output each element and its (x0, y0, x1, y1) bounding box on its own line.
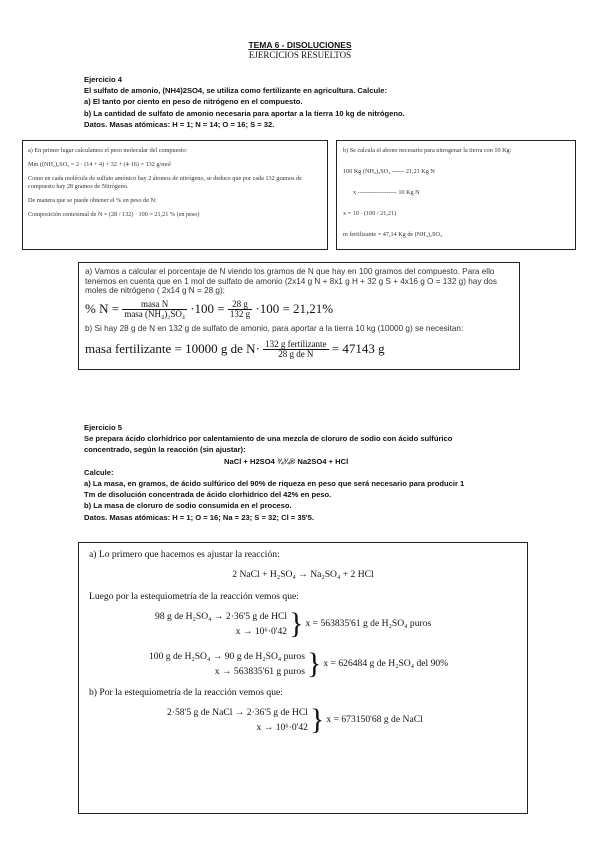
solution-box-ex5 (78, 542, 528, 814)
stoich-line: 98 g de H₂SO₄ → 2·36'5 g de HCl (155, 611, 288, 622)
stoich-block-3 (167, 705, 517, 735)
stoich-line: x → 10⁶·0'42 (235, 626, 288, 637)
statement-line: Datos. Masas atómicas: H = 1; N = 14; O = 16; S = 32. (84, 119, 275, 129)
stoich-line: 2·58'5 g de NaCl → 2·36'5 g de HCl (167, 707, 308, 718)
brace-icon: } (309, 703, 325, 736)
box-text: Mm ((NH₄)₂SO₄ = 2 · (14 + 4) + 32 + (4·16) = 132 g/mol (28, 161, 171, 168)
stoich-result: x = 626484 g de H₂SO₄ del 90% (323, 658, 449, 669)
pct-den: masa (NH₄)₂SO₄ (124, 309, 185, 320)
solution-box-alt (78, 262, 520, 370)
statement-line: b) La masa de cloruro de sodio consumida en el proceso. (84, 501, 292, 511)
alt-para-a: a) Vamos a calcular el porcentaje de N viendo los gramos de N que hay en 100 gramos del compuesto. Para ello tenemos en cuenta que en 1 mol de sulfato de amonio (2x14 g N + 8x1 g H + 32 g S + 4x16 g O = 132 g) hay dos moles de nitrógeno ( 2x14 g N = 28 g): (85, 267, 497, 296)
box-text: 100 Kg (NH₄)₂SO₄ ------ 21,21 Kg N (343, 168, 435, 175)
statement-line: Tm de disolución concentrada de ácido clorhídrico del 42% en peso. (84, 490, 332, 500)
fert-den: 28 g de N (278, 349, 314, 360)
page-subtitle: EJERCICIOS RESUELTOS (248, 50, 352, 60)
exercise-5-statement (84, 422, 464, 523)
statement-line: El sulfato de amonio, (NH4)2SO4, se utiliza como fertilizante en agricultura. Calcule: (84, 86, 387, 96)
reaction-line: NaCl + H2SO4 ¾¾® Na2SO4 + HCl (224, 456, 349, 466)
stoich-block-1 (155, 609, 517, 639)
fertilizer-formula (85, 340, 513, 360)
statement-line: a) El tanto por ciento en peso de nitrógeno en el compuesto. (84, 97, 303, 107)
pct-num-2: 28 g (228, 300, 252, 311)
pct-result: ·100 = 21,21% (255, 300, 334, 316)
pct-label: % N = (85, 300, 120, 316)
solution-box-a (22, 140, 328, 250)
box-text: x = 10 · (100 / 21,21) (343, 210, 397, 217)
fert-fraction (263, 340, 328, 360)
stoich-result: x = 673150'68 g de NaCl (326, 714, 423, 725)
box-text: x ------------------- 10 Kg N (353, 189, 420, 196)
box-text: b) Por la estequiometría de la reacción vemos que: (89, 687, 283, 698)
box-text: b) Se calcula el abono necesario para nitrogenar la tierra con 10 Kg: (343, 147, 512, 154)
stoich-result: x = 563835'61 g de H₂SO₄ puros (305, 618, 432, 629)
box-text: Luego por la estequiometría de la reacción vemos que: (89, 591, 299, 602)
brace-icon: } (289, 607, 304, 640)
percent-formula (85, 300, 513, 320)
pct-mid: ·100 = (190, 300, 225, 316)
pct-fraction (122, 300, 187, 320)
exercise-5-heading: Ejercicio 5 (84, 423, 122, 432)
alt-para-b: b) Si hay 28 g de N en 132 g de sulfato de amonio, para aportar a la tierra 10 kg (10000 g) se necesitan: (85, 323, 464, 333)
fert-num: 132 g fertilizante (265, 338, 327, 349)
statement-line: a) La masa, en gramos, de ácido sulfúrico del 90% de riqueza en peso que será necesario para producir 1 (84, 479, 465, 489)
fert-result: = 47143 g (331, 340, 385, 356)
balanced-equation: 2 NaCl + H₂SO₄ → Na₂SO₄ + 2 HCl (232, 569, 374, 580)
box-text: Composición centesimal de N = (28 / 132) · 100 = 21,21 % (en peso) (28, 211, 200, 218)
statement-line: concentrado, según la reacción (sin ajustar): (84, 445, 246, 455)
box-text: Como en cada molécula de sulfato amónico hay 2 átomos de nitrógeno, se deduce que por cada 132 gramos de compuesto hay 28 gramos de Nitrógeno. (28, 175, 302, 190)
statement-line: b) La cantidad de sulfato de amonio necesaria para aportar a la tierra 10 kg de nitrógeno. (84, 108, 405, 118)
fert-label: masa fertilizante = 10000 g de N· (85, 340, 260, 356)
stoich-line: x → 10⁶·0'42 (256, 722, 308, 733)
pct-num: masa N (122, 300, 187, 311)
pct-den-2: 132 g (229, 309, 251, 320)
box-text: a) Lo primero que hacemos es ajustar la reacción: (89, 549, 280, 560)
page-title: TEMA 6 - DISOLUCIONES (248, 40, 352, 50)
stoich-line: 100 g de H₂SO₄ → 90 g de H₂SO₄ puros (149, 651, 305, 662)
box-text: De manera que se puede obtener el % en peso de N: (28, 197, 157, 204)
solution-box-b (336, 140, 576, 250)
statement-line: Datos. Masas atómicas: H = 1; O = 16; Na = 23; S = 32; Cl = 35'5. (84, 512, 314, 522)
exercise-4-heading: Ejercicio 4 (84, 75, 122, 84)
statement-line: Se prepara ácido clorhídrico por calentamiento de una mezcla de cloruro de sodio con ácido sulfúrico (84, 434, 453, 444)
box-text: a) En primer lugar calculamos el peso molecular del compuesto: (28, 147, 188, 154)
stoich-line: x → 563835'61 g puros (214, 666, 305, 677)
box-text: m fertilizante = 47,14 Kg de (NH₄)₂SO₄ (343, 231, 443, 238)
pct-fraction-2 (228, 300, 252, 320)
brace-icon: } (306, 647, 322, 680)
exercise-4-statement (84, 74, 405, 130)
statement-line: Calcule: (84, 467, 114, 477)
stoich-block-2 (149, 649, 517, 679)
